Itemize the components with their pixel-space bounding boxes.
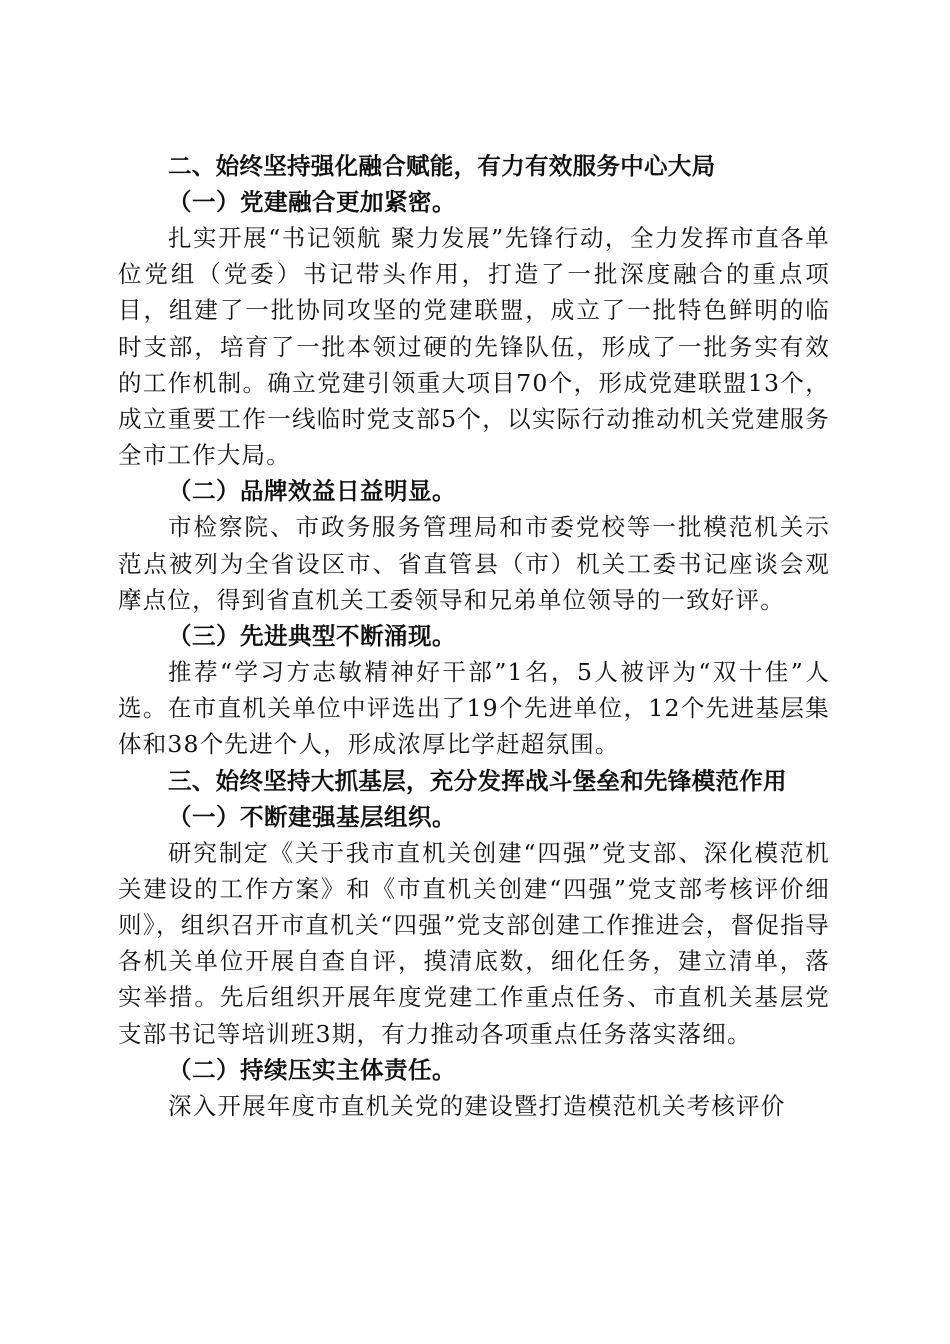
subheading: （二）品牌效益日益明显。 [168,477,456,506]
paragraph: 深入开展年度市直机关党的建设暨打造模范机关考核评价 [168,1091,786,1120]
section-heading: 三、始终坚持大抓基层，充分发挥战斗堡垒和先锋模范作用 [168,766,787,795]
subheading: （三）先进典型不断涌现。 [168,622,456,651]
subheading: （二）持续压实主体责任。 [168,1055,456,1084]
paragraph: 扎实开展“书记领航 聚力发展”先锋行动，全力发挥市直各单位党组（党委）书记带头作用，打造了一批深度融合的重点项目，组建了一批协同攻坚的党建联盟，成立了一批特色鲜明的临时支部，培育了一批本领过硬的先锋队伍，形成了一批务实有效的工作机制。确立党建引领重大项目70个，形成党建联盟13个，成立重要工作一线临时党支部5个，以实际行动推动机关党建服务全市工作大局。 [118,224,830,470]
subheading: （一）不断建强基层组织。 [168,802,456,831]
document-page [118,148,830,1124]
section-heading: 二、始终坚持强化融合赋能，有力有效服务中心大局 [168,152,716,180]
paragraph: 研究制定《关于我市直机关创建“四强”党支部、深化模范机关建设的工作方案》和《市直机关创建“四强”党支部考核评价细则》，组织召开市直机关“四强”党支部创建工作推进会，督促指导各机关单位开展自查自评，摸清底数，细化任务，建立清单，落实举措。先后组织开展年度党建工作重点任务、市直机关基层党支部书记等培训班3期，有力推动各项重点任务落实落细。 [118,838,830,1048]
paragraph: 推荐“学习方志敏精神好干部”1名，5人被评为“双十佳”人选。在市直机关单位中评选出了19个先进单位，12个先进基层集体和38个先进个人，形成浓厚比学赶超氛围。 [118,658,830,759]
subheading: （一）党建融合更加紧密。 [168,188,456,216]
paragraph: 市检察院、市政务服务管理局和市委党校等一批模范机关示范点被列为全省设区市、省直管县（市）机关工委书记座谈会观摩点位，得到省直机关工委领导和兄弟单位领导的一致好评。 [118,513,830,614]
